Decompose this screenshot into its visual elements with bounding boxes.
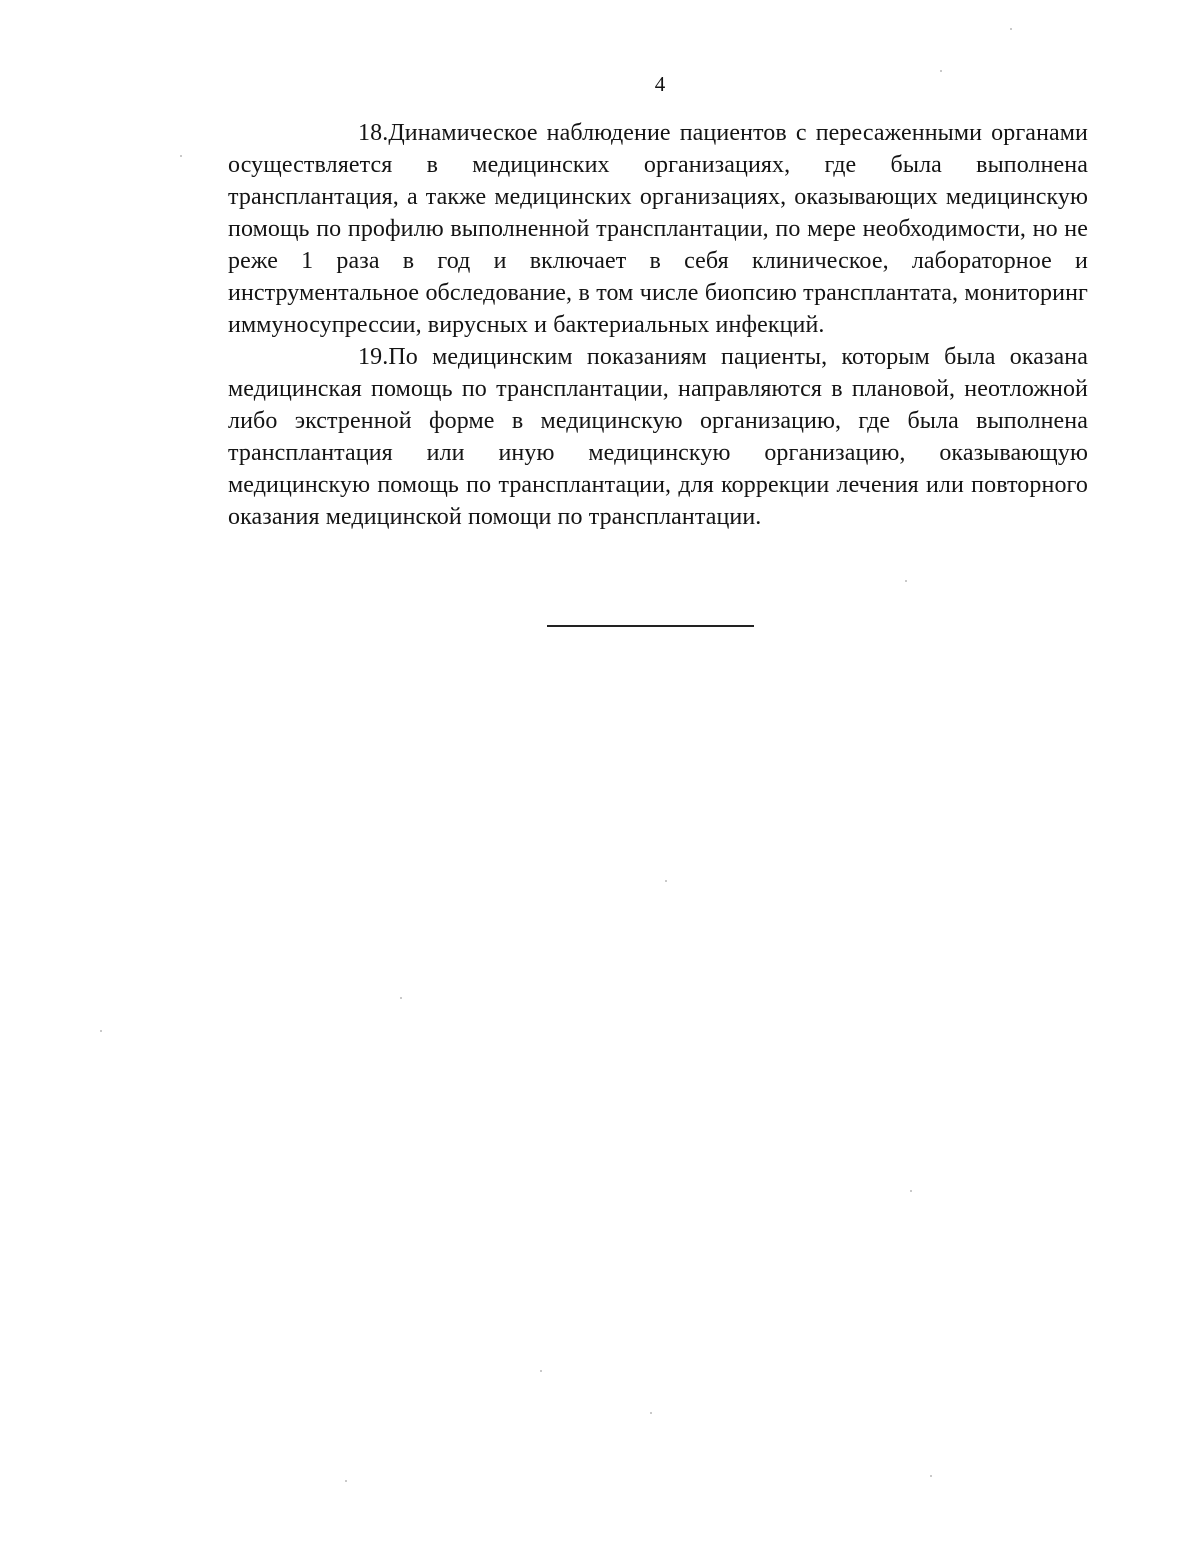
paragraph-text: Динамическое наблюдение пациентов с пересаженными органами осуществляется в медицинских организациях, где была выполнена трансплантация, а также медицинских организациях, оказывающих медицинскую помощь по профилю выполненной трансплантации, по мере необходимости, но не реже 1 раза в год и включает в себя клиническое, лабораторное и инструментальное обследование, в том числе биопсию трансплантата, мониторинг иммуносупрессии, вирусных и бактериальных инфекций. xyxy=(228,120,1088,338)
page-number: 4 xyxy=(654,72,666,96)
scan-speck xyxy=(540,1370,542,1372)
scan-speck xyxy=(180,155,182,157)
scan-speck xyxy=(905,580,907,582)
paragraph-text: По медицинским показаниям пациенты, которым была оказана медицинская помощь по трансплантации, направляются в плановой, неотложной либо экстренной форме в медицинскую организацию, где была выполнена трансплантация или иную медицинскую организацию, оказывающую медицинскую помощь по трансплантации, для коррекции лечения или повторного оказания медицинской помощи по трансплантации. xyxy=(228,344,1088,530)
scan-speck xyxy=(345,1480,347,1482)
paragraph-18 xyxy=(228,117,1088,341)
paragraph-19 xyxy=(228,341,1088,533)
scan-speck xyxy=(665,880,667,882)
scan-speck xyxy=(650,1412,652,1414)
document-body xyxy=(228,117,1088,533)
end-of-document-rule xyxy=(547,625,754,627)
paragraph-number: 19. xyxy=(358,344,389,370)
paragraph-number: 18. xyxy=(358,120,389,146)
scan-speck xyxy=(100,1030,102,1032)
scan-speck xyxy=(400,997,402,999)
scan-speck xyxy=(1010,28,1012,30)
scan-speck xyxy=(940,70,942,72)
scan-speck xyxy=(910,1190,912,1192)
scan-speck xyxy=(930,1475,932,1477)
